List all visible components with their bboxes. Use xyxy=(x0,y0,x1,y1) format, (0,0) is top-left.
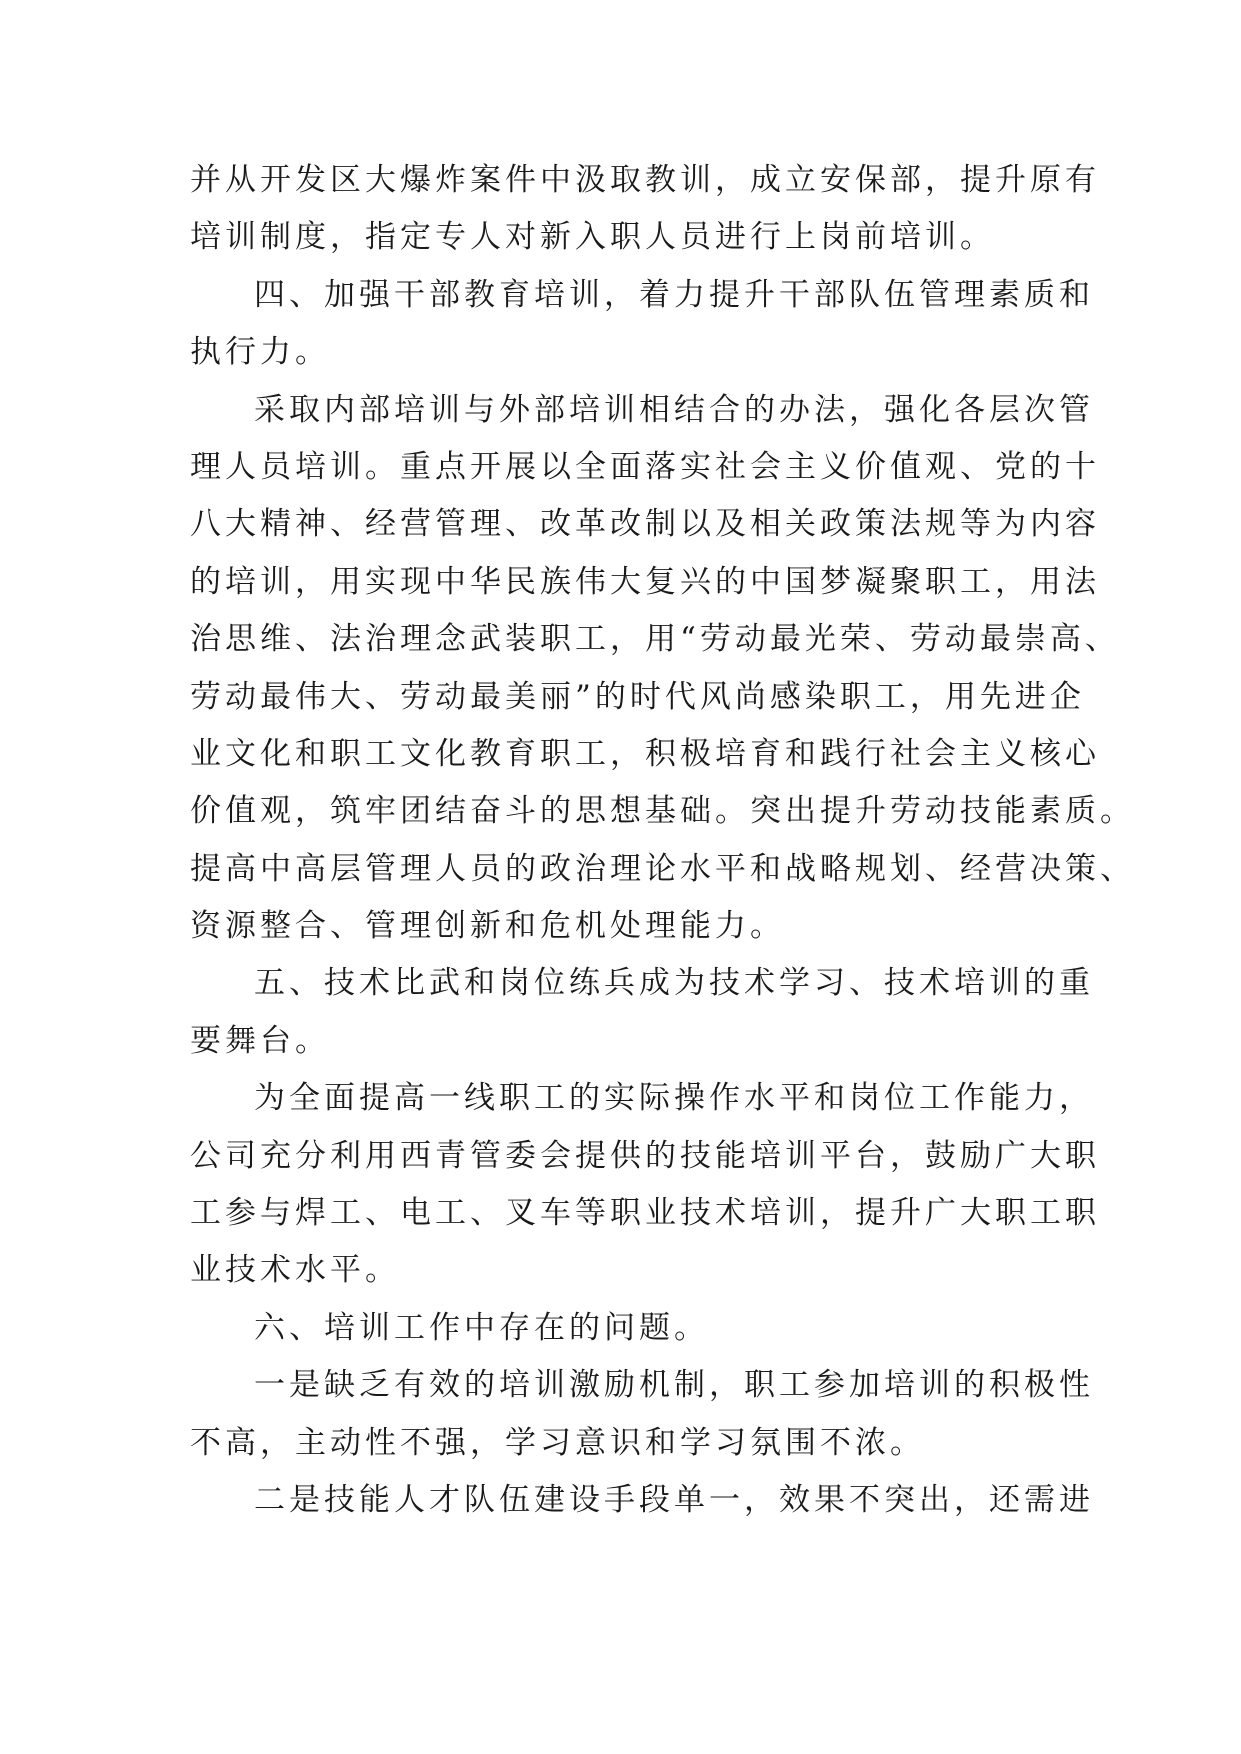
text-line: 四、加强干部教育培训，着力提升干部队伍管理素质和 xyxy=(254,276,1094,313)
text-line: 治思维、法治理念武装职工，用“劳动最光荣、劳动最崇高、 xyxy=(190,621,1120,658)
text-line: 为全面提高一线职工的实际操作水平和岗位工作能力， xyxy=(254,1080,1094,1117)
text-line: 要舞台。 xyxy=(190,1022,330,1059)
text-line: 价值观，筑牢团结奋斗的思想基础。突出提升劳动技能素质。 xyxy=(190,793,1135,830)
text-line: 六、培训工作中存在的问题。 xyxy=(254,1309,709,1346)
text-line: 采取内部培训与外部培训相结合的办法，强化各层次管 xyxy=(254,391,1094,428)
text-line: 二是技能人才队伍建设手段单一，效果不突出，还需进 xyxy=(254,1481,1094,1518)
document-body xyxy=(190,152,1135,1529)
text-line: 一是缺乏有效的培训激励机制，职工参加培训的积极性 xyxy=(254,1367,1094,1404)
text-line: 业文化和职工文化教育职工，积极培育和践行社会主义核心 xyxy=(190,735,1100,772)
text-line: 工参与焊工、电工、叉车等职业技术培训，提升广大职工职 xyxy=(190,1195,1100,1232)
text-line: 五、技术比武和岗位练兵成为技术学习、技术培训的重 xyxy=(254,965,1094,1002)
text-line: 不高，主动性不强，学习意识和学习氛围不浓。 xyxy=(190,1424,925,1461)
text-line: 资源整合、管理创新和危机处理能力。 xyxy=(190,908,785,945)
text-line: 劳动最伟大、劳动最美丽”的时代风尚感染职工，用先进企 xyxy=(190,678,1085,715)
text-line: 培训制度，指定专人对新入职人员进行上岗前培训。 xyxy=(190,219,995,256)
text-line: 公司充分利用西青管委会提供的技能培训平台，鼓励广大职 xyxy=(190,1137,1100,1174)
text-line: 执行力。 xyxy=(190,334,330,371)
text-line: 业技术水平。 xyxy=(190,1252,400,1289)
text-line: 理人员培训。重点开展以全面落实社会主义价值观、党的十 xyxy=(190,448,1100,485)
text-line: 的培训，用实现中华民族伟大复兴的中国梦凝聚职工，用法 xyxy=(190,563,1100,600)
text-line: 八大精神、经营管理、改革改制以及相关政策法规等为内容 xyxy=(190,506,1100,543)
text-line: 提高中高层管理人员的政治理论水平和战略规划、经营决策、 xyxy=(190,850,1135,887)
text-line: 并从开发区大爆炸案件中汲取教训，成立安保部，提升原有 xyxy=(190,162,1100,198)
